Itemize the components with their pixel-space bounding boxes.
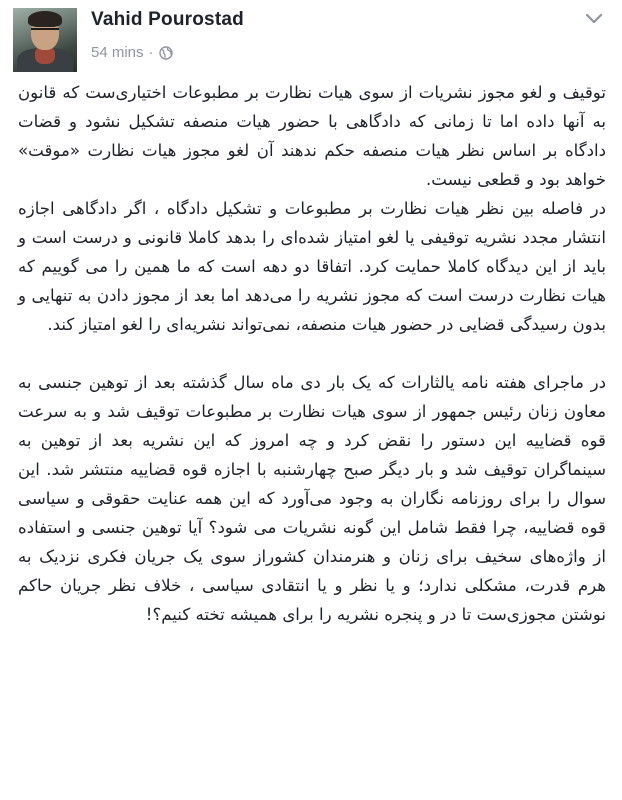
globe-icon[interactable] bbox=[159, 46, 173, 60]
post-header bbox=[0, 0, 622, 74]
post-paragraph-1: توقیف و لغو مجوز نشریات از سوی هیات نظارت بر مطبوعات اختیاری‌ست که قانون به آنها داده اما تا زمانی که دادگاهی با حضور هیات منصفه تشکیل نشود و قضات دادگاه بر اساس نظر هیات منصفه حکم ندهند آن لغو مجوز هیات نظارت «موقت» خواهد بود و قطعی نیست. bbox=[18, 83, 606, 189]
post-paragraph-3: در ماجرای هفته نامه یالثارات که یک بار دی ماه سال گذشته بعد از توهین جنسی به معاون زنان رئیس جمهور از سوی هیات نظارت بر مطبوعات توقیف شد و به سرعت قوه قضاییه این دستور را نقض کرد و چه امروز که این نشریه بعد از توهین به سینماگران توقیف شد و بار دیگر صبح چهارشنبه با اجازه قوه قضاییه منتشر شد. این سوال را برای روزنامه نگاران به وجود می‌آورد که این همه عنایت حقوقی و سیاسی قوه قضاییه، چرا فقط شامل این گونه نشریات می شود؟ آیا توهین جنسی و استفاده از واژه‌های سخیف برای زنان و هنرمندان کشوراز سوی یک جریان فکری نزدیک به هرم قدرت، مشکلی ندارد؛ و یا نظر و یا انتقادی سیاسی ، خلاف نظر جریان حاکم نوشتن مجوزی‌ست تا در و پنجره نشریه را برای همیشه تخته کنیم؟! bbox=[18, 373, 606, 624]
post-body bbox=[18, 78, 606, 629]
post-meta bbox=[91, 44, 173, 61]
meta-separator: · bbox=[148, 44, 154, 61]
post-paragraph-2: در فاصله بین نظر هیات نظارت بر مطبوعات و تشکیل دادگاه ، اگر دادگاهی اجازه انتشار مجدد نشریه توقیفی یا لغو امتیاز شده‌ای را بدهد کاملا قانونی و درست است و باید از این دیدگاه کاملا حمایت کرد. اتفاقا دو دهه است که ما همین را می گوییم که هیات نظارت درست است که مجوز نشریه را می‌دهد اما بعد از مجوز دادن به تنهایی و بدون رسیدگی قضایی در حضور هیات منصفه، نمی‌تواند نشریه‌ای را لغو امتیاز کند. bbox=[18, 199, 606, 334]
avatar-glasses bbox=[31, 28, 59, 36]
chevron-down-icon[interactable] bbox=[585, 12, 603, 26]
avatar[interactable] bbox=[13, 8, 77, 72]
avatar-hair bbox=[28, 11, 62, 27]
post-timestamp[interactable]: 54 mins bbox=[91, 44, 144, 61]
author-name[interactable]: Vahid Pourostad bbox=[91, 9, 244, 30]
